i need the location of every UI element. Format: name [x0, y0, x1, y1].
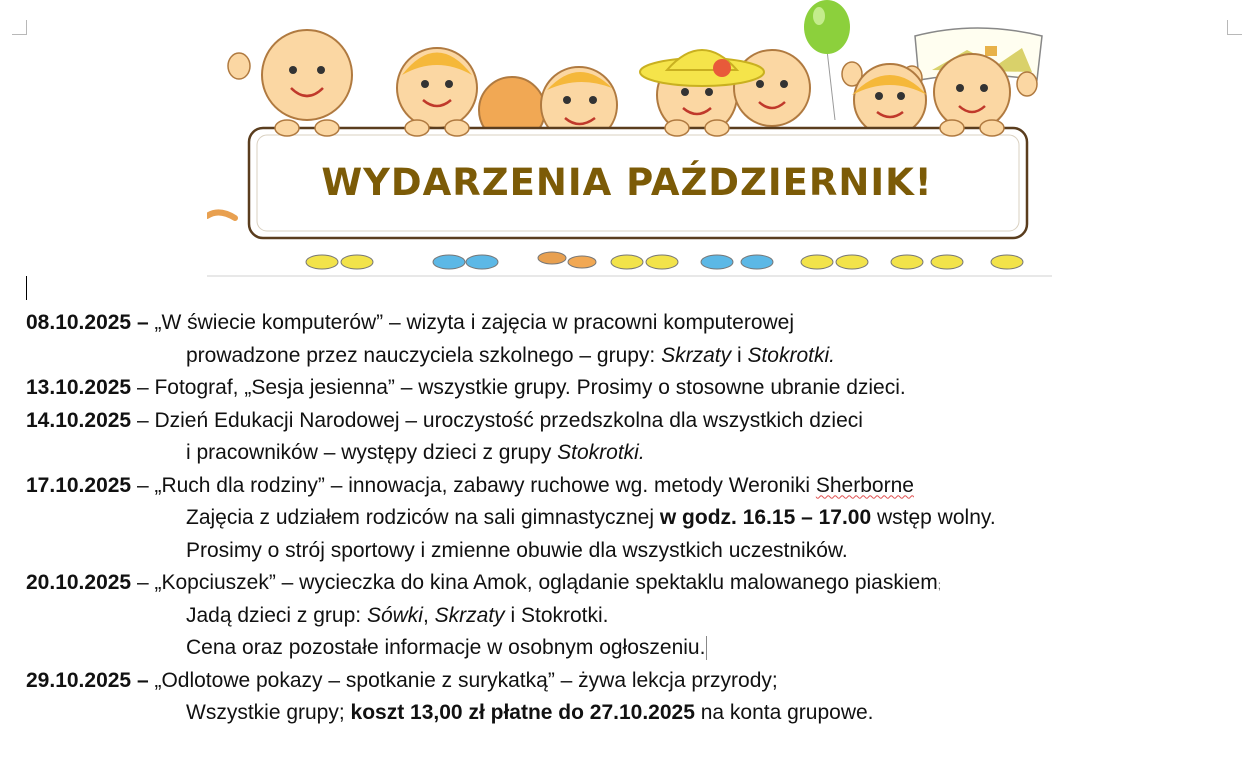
event-text: – Dzień Edukacji Narodowej – uroczystość przedszkolna dla wszystkich dzieci — [131, 408, 863, 432]
event-text: Stokrotki. — [747, 343, 835, 367]
event-date: 29.10.2025 — [26, 668, 132, 692]
event-text: „W świecie komputerów” – wizyta i zajęcia w pracowni komputerowej — [148, 311, 795, 334]
event-date: 08.10.2025 — [26, 311, 132, 334]
event-date: 14.10.2025 — [26, 408, 132, 432]
event-text: Sówki — [366, 603, 423, 627]
event-text: ; — [937, 578, 942, 592]
event-text: „Odlotowe pokazy – spotkanie z surykatką” – żywa lekcja przyrody; — [148, 668, 778, 692]
event-line — [26, 372, 1246, 405]
text-caret — [706, 636, 707, 660]
children-banner-image[interactable] — [207, 0, 1052, 278]
event-line — [26, 665, 1246, 698]
event-detail-line — [26, 535, 1246, 568]
event-text: – Fotograf, „Sesja jesienna” – wszystkie grupy. Prosimy o stosowne ubranie dzieci. — [131, 376, 906, 399]
page-corner-mark-right — [1227, 20, 1242, 35]
event-detail-line — [26, 697, 1246, 730]
event-text: koszt 13,00 zł płatne do 27.10.2025 — [350, 701, 695, 724]
events-list[interactable] — [26, 307, 1246, 730]
event-text: Prosimy o strój sportowy i zmienne obuwie dla wszystkich uczestników. — [186, 538, 848, 562]
event-text: Stokrotki. — [557, 441, 645, 464]
event-line — [26, 307, 1246, 340]
event-detail-line — [26, 632, 1246, 665]
event-text: wstęp wolny. — [871, 506, 996, 529]
event-text: Jadą dzieci z grup: — [186, 603, 367, 627]
event-date: 17.10.2025 — [26, 473, 132, 497]
event-detail-line — [26, 340, 1246, 373]
event-text: Wszystkie grupy; — [186, 701, 351, 724]
event-detail-line — [26, 600, 1246, 633]
event-line — [26, 567, 1246, 600]
event-line — [26, 405, 1246, 438]
event-detail-line — [26, 437, 1246, 470]
event-text: – „Kopciuszek” – wycieczka do kina Amok, oglądanie spektaklu malowanego piaskiem — [131, 571, 938, 594]
event-date-dash: – — [131, 311, 149, 334]
event-text: Skrzaty — [661, 343, 732, 367]
event-text: Cena oraz pozostałe informacje w osobnym ogłoszeniu. — [186, 636, 706, 659]
children-holding-sign-icon — [207, 0, 1052, 278]
event-text: i pracowników – występy dzieci z grupy — [186, 441, 558, 464]
event-text: i Stokrotki. — [504, 603, 609, 627]
event-date: 20.10.2025 — [26, 571, 132, 594]
event-date: 13.10.2025 — [26, 376, 132, 399]
event-text: na konta grupowe. — [694, 701, 874, 724]
event-text: i — [731, 343, 748, 367]
event-text: Skrzaty — [434, 603, 505, 627]
event-text: – „Ruch dla rodziny” – innowacja, zabawy ruchowe wg. metody Weroniki — [131, 473, 816, 497]
event-text: w godz. 16.15 – 17.00 — [659, 506, 872, 529]
event-text: prowadzone przez nauczyciela szkolnego – grupy: — [186, 343, 662, 367]
event-text: , — [422, 603, 435, 627]
event-detail-line — [26, 502, 1246, 535]
event-text: Sherborne — [815, 473, 914, 497]
page-corner-mark-left — [12, 20, 27, 35]
banner-title: WYDARZENIA PAŹDZIERNIK! — [321, 161, 933, 204]
event-text: Zajęcia z udziałem rodziców na sali gimnastycznej — [186, 506, 660, 529]
text-cursor — [26, 276, 27, 300]
event-line — [26, 470, 1246, 503]
event-date-dash: – — [131, 668, 149, 692]
